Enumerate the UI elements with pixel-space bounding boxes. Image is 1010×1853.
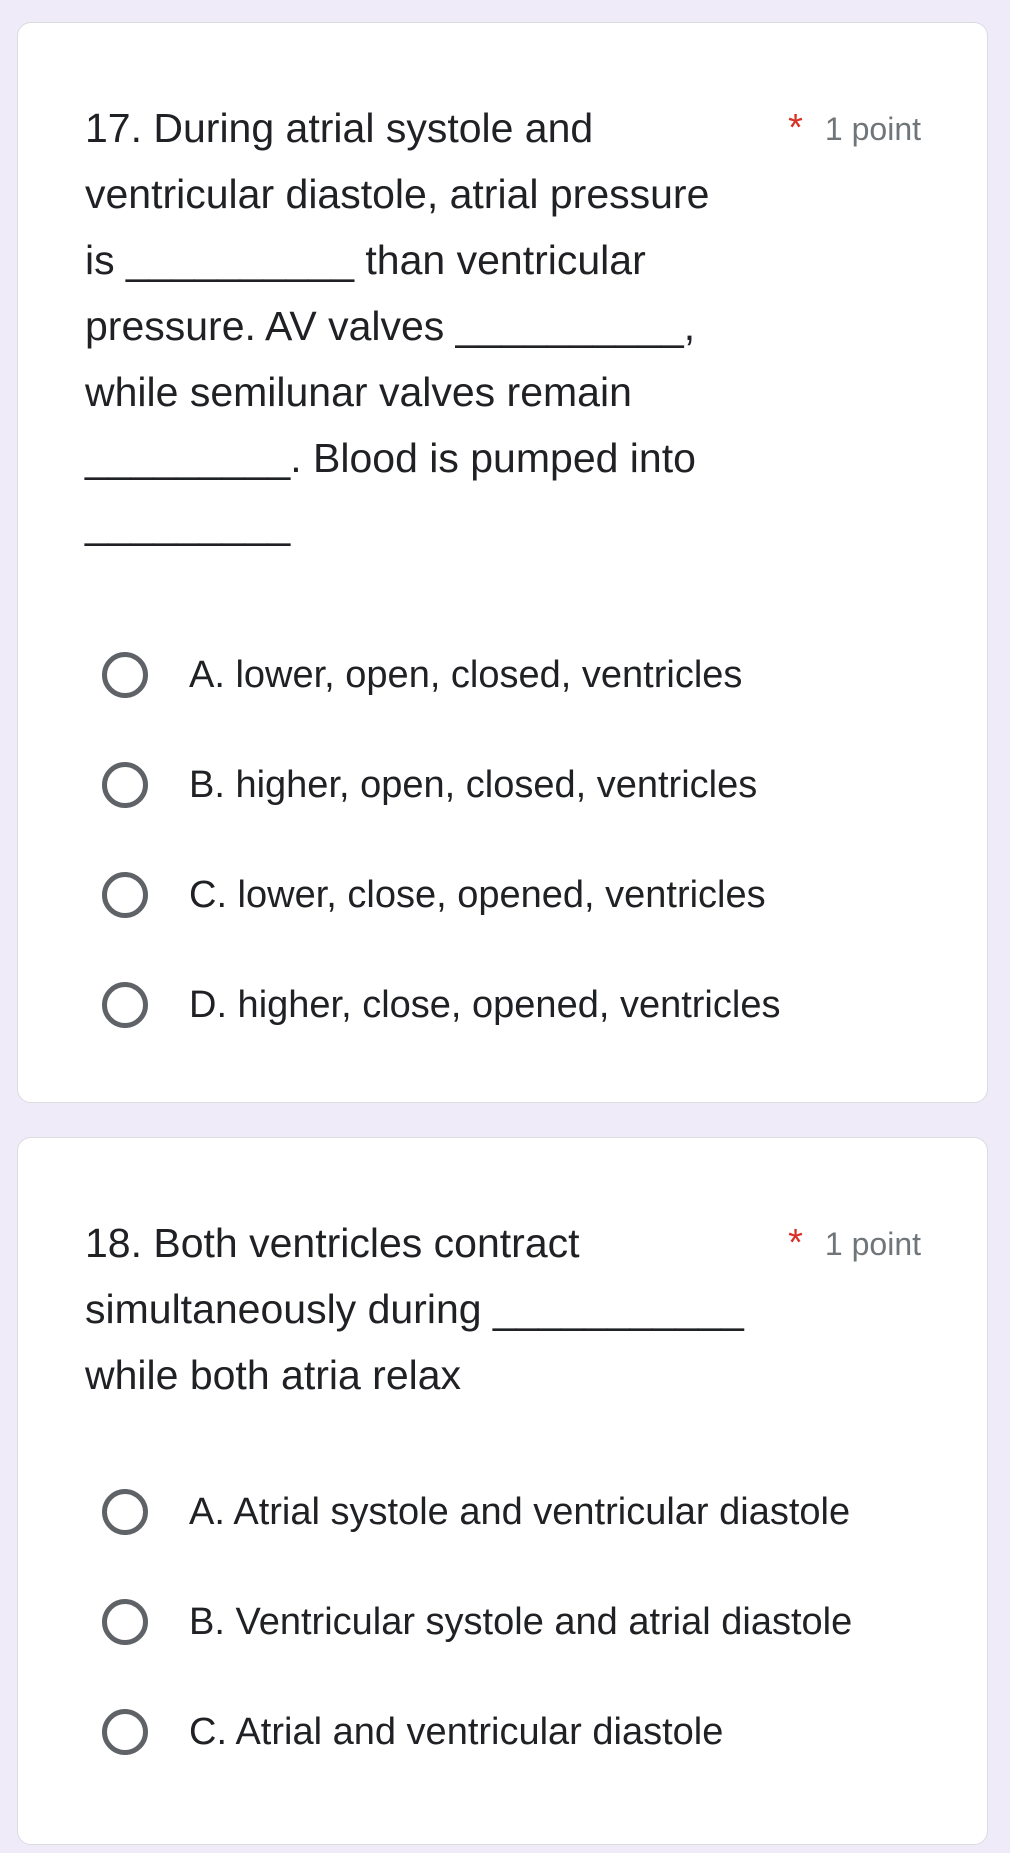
radio-unchecked-icon[interactable] (102, 1599, 148, 1645)
radio-unchecked-icon[interactable] (102, 762, 148, 808)
option-label: A. lower, open, closed, ventricles (189, 654, 743, 696)
options-list (85, 620, 947, 1060)
option-a[interactable] (85, 1457, 947, 1567)
option-b[interactable] (85, 1567, 947, 1677)
option-c[interactable] (85, 1677, 947, 1787)
question-meta (788, 95, 921, 161)
question-title: 18. Both ventricles contract simultaneously during ___________ while both atria relax (85, 1220, 744, 1398)
question-title: 17. During atrial systole and ventricular diastole, atrial pressure is __________ than ventricular pressure. AV valves __________, while semilunar valves remain _________. Blood is pumped into _________ (85, 105, 710, 547)
radio-unchecked-icon[interactable] (102, 652, 148, 698)
radio-unchecked-icon[interactable] (102, 982, 148, 1028)
question-card-18 (17, 1137, 988, 1845)
required-asterisk: * (788, 107, 803, 149)
option-d[interactable] (85, 950, 947, 1060)
option-label: B. higher, open, closed, ventricles (189, 764, 758, 806)
radio-unchecked-icon[interactable] (102, 1709, 148, 1755)
radio-unchecked-icon[interactable] (102, 872, 148, 918)
required-asterisk: * (788, 1222, 803, 1264)
option-label: C. Atrial and ventricular diastole (189, 1711, 724, 1753)
question-header (85, 1210, 921, 1408)
option-label: D. higher, close, opened, ventricles (189, 984, 781, 1026)
question-card-17 (17, 22, 988, 1103)
points-label: 1 point (824, 1226, 921, 1262)
question-header (85, 95, 921, 557)
option-a[interactable] (85, 620, 947, 730)
points-label: 1 point (824, 111, 921, 147)
option-label: A. Atrial systole and ventricular diastole (189, 1491, 851, 1533)
option-c[interactable] (85, 840, 947, 950)
options-list (85, 1457, 947, 1787)
option-label: C. lower, close, opened, ventricles (189, 874, 766, 916)
question-meta (788, 1210, 921, 1276)
option-label: B. Ventricular systole and atrial diastole (189, 1601, 853, 1643)
option-b[interactable] (85, 730, 947, 840)
radio-unchecked-icon[interactable] (102, 1489, 148, 1535)
